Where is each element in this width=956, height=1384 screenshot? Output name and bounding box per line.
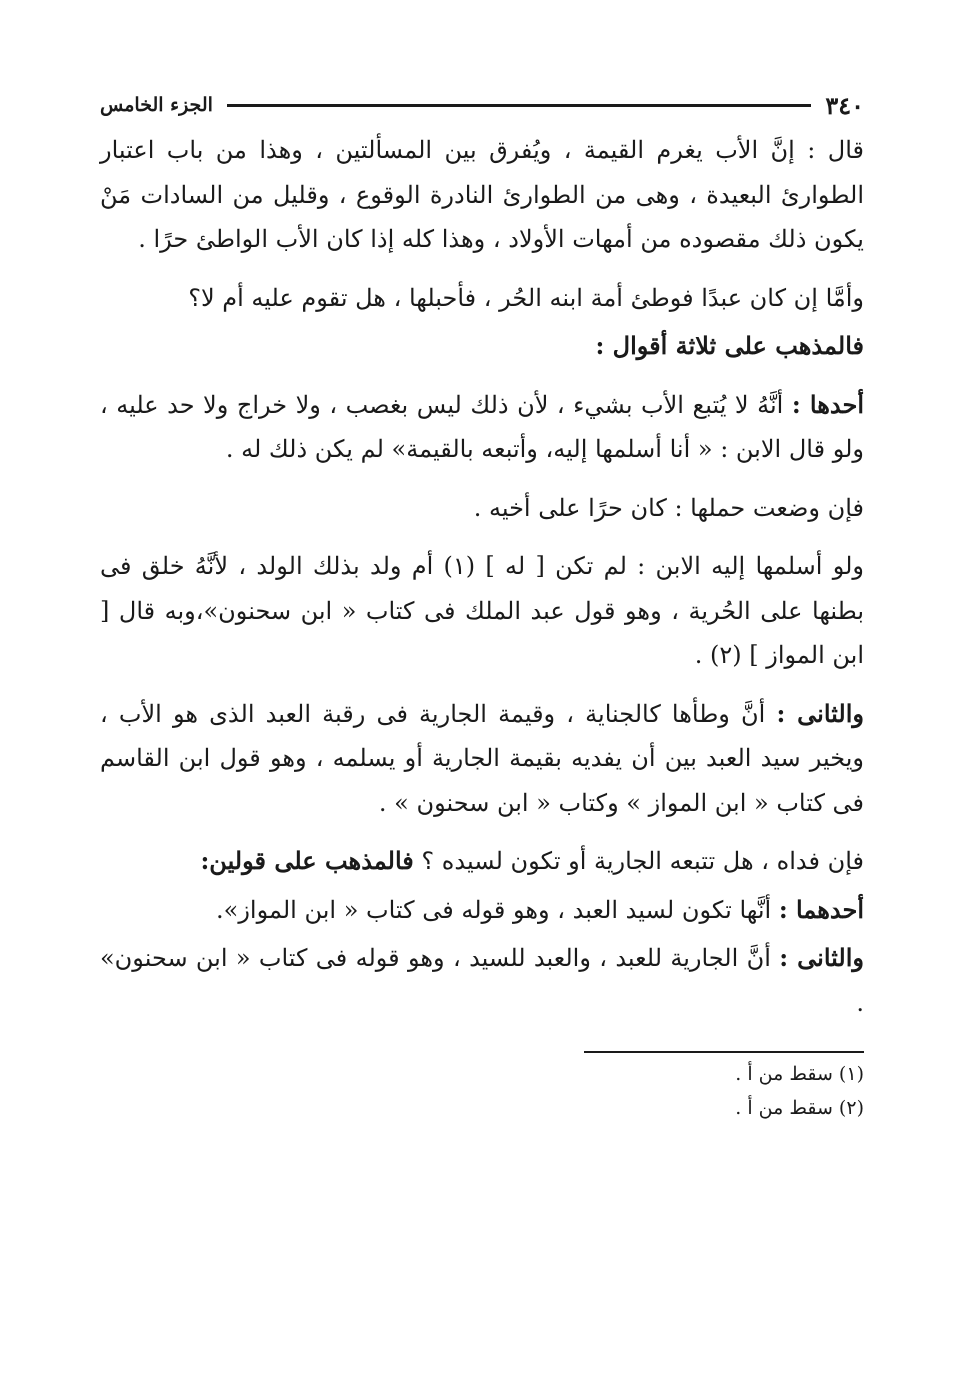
- paragraph-heading: فالمذهب على ثلاثة أقوال :: [595, 331, 864, 360]
- paragraph: وأمَّا إن كان عبدًا فوطئ أمة ابنه الحُر ، فأحبلها ، هل تقوم عليه أم لا؟: [188, 283, 864, 312]
- footnote-rule: [584, 1051, 864, 1053]
- paragraph: والثانى : أنَّ وطأها كالجناية ، وقيمة الجارية فى رقبة العبد الذى هو الأب ، ويخير سيد العبد بين أن يفديه بقيمة الجارية أو يسلمه ، وهو قول ابن القاسم فى كتاب « ابن المواز » وكتاب « ابن سحنون » .: [100, 698, 864, 817]
- document-page: [100, 88, 864, 1125]
- page-header: [100, 88, 864, 122]
- paragraph: فإن فداه ، هل تتبعه الجارية أو تكون لسيده ؟ فالمذهب على قولين:: [200, 846, 864, 875]
- paragraph: ولو أسلمها إليه الابن : لم تكن [ له ] (١) أم ولد بذلك الولد ، لأنَّهُ خلق فى بطنها على الحُرية ، وهو قول عبد الملك فى كتاب « ابن سحنون»،وبه قال [ ابن المواز ] (٢) .: [100, 552, 864, 669]
- paragraph: قال : إنَّ الأب يغرم القيمة ، ويُفرق بين المسألتين ، وهذا من باب اعتبار الطوارئ البعيدة ، وهى من الطوارئ النادرة الوقوع ، وقليل من السادات مَنْ يكون ذلك مقصوده من أمهات الأولاد ، وهذا كله إذا كان الأب الواطئ حرًا .: [100, 136, 864, 253]
- footnote: (٢) سقط من أ .: [735, 1097, 864, 1119]
- page-number: ٣٤٠: [825, 90, 864, 120]
- main-text: [100, 128, 864, 1025]
- footnote: (١) سقط من أ .: [735, 1063, 864, 1085]
- header-rule: [227, 104, 811, 107]
- paragraph: والثانى : أنَّ الجارية للعبد ، والعبد للسيد ، وهو قوله فى كتاب « ابن سحنون» .: [100, 943, 864, 1017]
- paragraph: أحدها : أنَّهُ لا يُتبع الأب بشيء ، لأن ذلك ليس بغصب ، ولا خراج ولا حد عليه ، ولو قال الابن : « أنا أسلمها إليه، وأتبعه بالقيمة» لم يكن ذلك له .: [100, 389, 864, 463]
- paragraph: أحدهما : أنَّها تكون لسيد العبد ، وهو قوله فى كتاب « ابن المواز».: [216, 894, 864, 924]
- paragraph: فإن وضعت حملها : كان حرًا على أخيه .: [473, 493, 864, 522]
- footnotes: [100, 1057, 864, 1125]
- running-title: الجزء الخامس: [100, 94, 213, 116]
